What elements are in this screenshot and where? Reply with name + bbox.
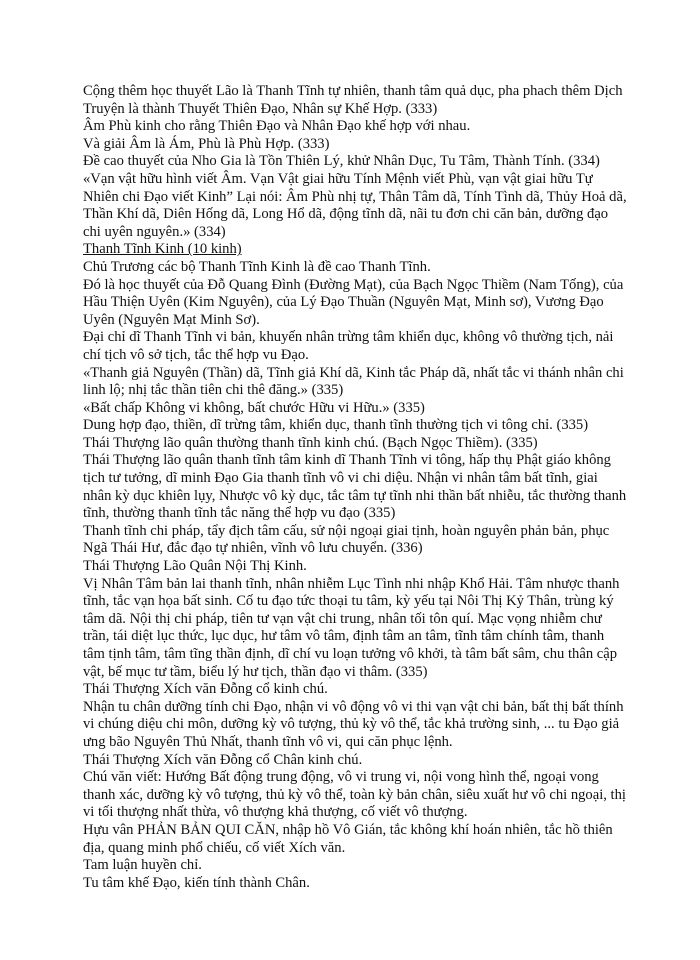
paragraph: Vị Nhân Tâm bản lai thanh tĩnh, nhân nhiễm Lục Tình nhi nhập Khổ Hải. Tâm nhược thanh tĩnh, tắc vạn họa bất sinh. Cố tu đạo tức thoại tu tâm, kỳ yếu tại Nôi Thị Kỷ Thân, trùng ký tâm dã. Nội thị chi pháp, tiên tư vạn vật chi trung, nhân tối tôn quí. Mạc vọng nhiễm chư trần, tái diệt lục thức, lục dục, hư tâm vô tâm, định tâm an tâm, tĩnh tâm chính tâm, thanh tâm tịnh tâm, tâm tĩng thần định, dĩ chí vu loạn tưởng vô khởi, tà tâm bất sâm, chu thân cập vật, bế mục tư tầm, biểu lý hư tịch, thần đạo vi thâm. (335) xyxy=(83,575,620,680)
paragraph: «Vạn vật hữu hình viết Âm. Vạn Vật giai hữu Tính Mệnh viết Phù, vạn vật giai hữu Tự Nhiên chi Đạo viết Kinh” Lại nói: Âm Phù nhị tự, Thân Tâm dã, Tính Tình dã, Thủy Hoả dã, Thần Khí dã, Diên Hống dã, Long Hổ dã, động tĩnh dã, nãi tu đơn chi căn bản, dưỡng đạo chi uyên nguyên.» (334) xyxy=(83,170,627,240)
paragraph: Và giải Âm là Ám, Phù là Phù Hợp. (333) xyxy=(83,135,330,152)
document-page xyxy=(83,83,628,892)
paragraph: Chủ Trương các bộ Thanh Tĩnh Kinh là đề cao Thanh Tĩnh. xyxy=(83,258,431,275)
paragraph: Thái Thượng lão quân thường thanh tĩnh kinh chú. (Bạch Ngọc Thiềm). (335) xyxy=(83,434,538,451)
paragraph: Âm Phù kinh cho rằng Thiên Đạo và Nhân Đạo khế hợp với nhau. xyxy=(83,118,471,135)
paragraph: Thanh tĩnh chi pháp, tẩy địch tâm cấu, sử nội ngoại giai tịnh, hoàn nguyên phản bản, phục Ngã Thái Hư, đắc đạo tự nhiên, vĩnh vô lưu chuyển. (336) xyxy=(83,522,610,557)
paragraph: Đó là học thuyết của Đỗ Quang Đình (Đường Mạt), của Bạch Ngọc Thiềm (Nam Tống), của Hầu Thiện Uyên (Kim Nguyên), của Lý Đạo Thuần (Nguyên Mạt, Minh sơ), Vương Đạo Uyên (Nguyên Mạt Minh Sơ). xyxy=(83,276,624,328)
paragraph: Thái Thượng Xích văn Đỗng cổ kinh chú. xyxy=(83,681,328,698)
paragraph: Nhận tu chân dưỡng tính chi Đạo, nhận vi vô động vô vi thi vạn vật chi bản, bất thị bất thính vi chúng diệu chi môn, dưỡng kỳ vô tượng, thủ kỳ vô thể, tắc khả trường sinh, ... tu Đạo giả ưng bão Nguyên Thủ Nhất, thanh tĩnh vô vi, qui căn phục lệnh. xyxy=(83,698,624,750)
paragraph: «Thanh giả Nguyên (Thần) dã, Tĩnh giả Khí dã, Kinh tắc Pháp dã, nhất tắc vi thánh nhân chi linh lộ; nhị tắc thần tiên chi thê đăng.» (335) xyxy=(83,364,624,399)
paragraph: Đại chỉ dĩ Thanh Tĩnh vi bản, khuyến nhân trừng tâm khiển dục, không vô thường tịch, nải chí tịch vô sở tịch, tắc thể hợp vu Đạo. xyxy=(83,329,614,363)
paragraph: Đề cao thuyết của Nho Gia là Tồn Thiên Lý, khử Nhân Dục, Tu Tâm, Thành Tính. (334) xyxy=(83,153,600,170)
paragraph: Thái Thượng Lão Quân Nội Thị Kinh. xyxy=(83,558,307,575)
paragraph: Hựu vân PHẢN BẢN QUI CĂN, nhập hồ Vô Gián, tắc không khí hoán nhiên, tắc hồ thiên địa, quang minh phổ chiếu, cố viết Xích văn. xyxy=(83,821,613,856)
paragraph: Tam luận huyền chỉ. xyxy=(83,857,202,874)
section-heading: Thanh Tĩnh Kinh (10 kinh) xyxy=(83,241,242,258)
paragraph: Thái Thượng Xích văn Đỗng cổ Chân kinh chú. xyxy=(83,751,363,768)
paragraph: Tu tâm khế Đạo, kiến tính thành Chân. xyxy=(83,874,310,891)
paragraph: Chú văn viết: Hướng Bất động trung động, vô vi trung vi, nội vong hình thể, ngoại vong thanh xác, dưỡng kỳ vô tượng, thủ kỳ vô thể, toàn kỳ bản chân, siêu xuất hư vô chi ngoại, thị vi tối thượng nhất thừa, vô thượng khả thượng, cố viết vô thượng. xyxy=(83,769,626,821)
paragraph: Dung hợp đạo, thiền, dĩ trừng tâm, khiển dục, thanh tĩnh thường tịch vi tông chỉ. (335) xyxy=(83,417,589,434)
paragraph: «Bất chấp Không vi không, bất chước Hữu vi Hữu.» (335) xyxy=(83,399,425,416)
paragraph: Cộng thêm học thuyết Lão là Thanh Tĩnh tự nhiên, thanh tâm quả dục, pha phach thêm Dịch Truyện là thành Thuyết Thiên Đạo, Nhân sự Khế Hợp. (333) xyxy=(83,83,623,117)
paragraph: Thái Thượng lão quân thanh tĩnh tâm kinh dĩ Thanh Tĩnh vi tông, hấp thụ Phật giáo không tịch tư tưởng, dĩ minh Đạo Gia thanh tĩnh vô vi chi diệu. Nhận vi nhân tâm bất tĩnh, giai nhân kỳ dục khiên lụy, Nhược vô kỳ dục, tắc tâm tự tĩnh nhi thần bất nhiễu, tắc thường thanh tĩnh, thường thanh tĩnh tắc năng thể hợp vu đạo (335) xyxy=(83,452,627,522)
